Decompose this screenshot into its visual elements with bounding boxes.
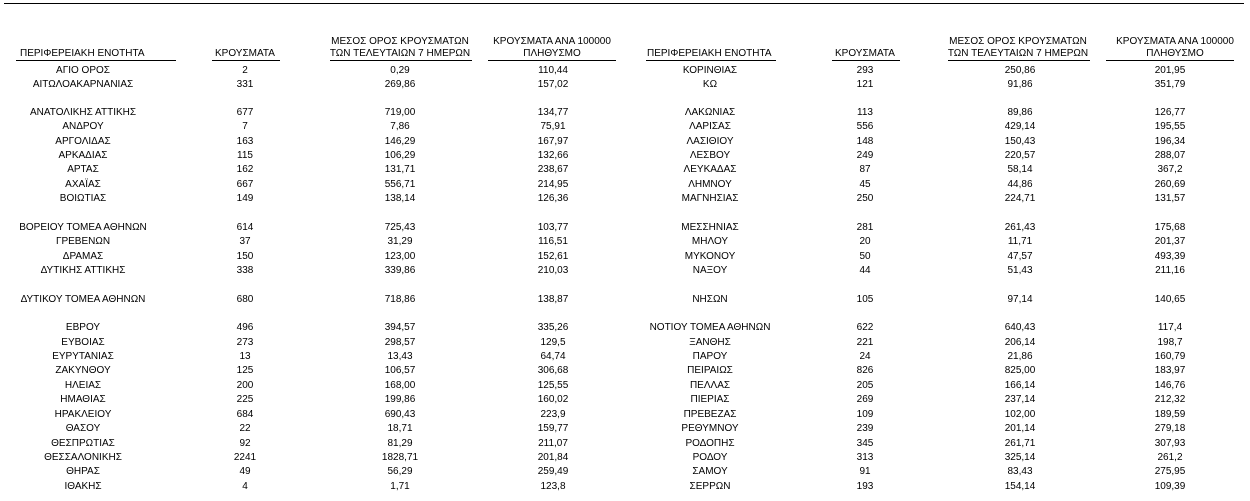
cell-per100k: 196,34 (1154, 136, 1186, 147)
cell-per100k: 132,66 (537, 150, 569, 161)
cell-per100k: 167,97 (537, 136, 569, 147)
cell-region: ΡΕΘΥΜΝΟΥ (681, 423, 739, 434)
cell-cases: 87 (859, 164, 871, 175)
cell-cases: 50 (859, 251, 871, 262)
cell-region: ΛΕΣΒΟΥ (689, 150, 731, 161)
cell-cases: 269 (856, 394, 874, 405)
cell-per100k: 146,76 (1154, 380, 1186, 391)
cell-cases: 249 (856, 150, 874, 161)
cell-region: ΡΟΔΟΠΗΣ (685, 438, 735, 449)
cell-per100k: 198,7 (1157, 337, 1183, 348)
cell-avg7: 47,57 (1007, 251, 1033, 262)
cell-region: ΘΕΣΣΑΛΟΝΙΚΗΣ (44, 452, 122, 463)
cell-avg7: 102,00 (1004, 409, 1036, 420)
cell-cases: 273 (236, 337, 254, 348)
cell-per100k: 351,79 (1154, 79, 1186, 90)
cell-per100k: 134,77 (537, 107, 569, 118)
cell-per100k: 157,02 (537, 79, 569, 90)
cell-region: ΛΑΡΙΣΑΣ (689, 121, 731, 132)
header-per100k-left: ΚΡΟΥΣΜΑΤΑ ΑΝΑ 100000 ΠΛΗΘΥΣΜΟ (493, 36, 611, 59)
cell-cases: 193 (856, 481, 874, 492)
cell-per100k: 160,02 (537, 394, 569, 405)
cell-avg7: 339,86 (384, 265, 416, 276)
cell-region: ΗΜΑΘΙΑΣ (60, 394, 106, 405)
cell-region: ΕΥΡΥΤΑΝΙΑΣ (52, 351, 114, 362)
cell-region: ΑΙΤΩΛΟΑΚΑΡΝΑΝΙΑΣ (32, 79, 134, 90)
cell-region: ΑΡΓΟΛΙΔΑΣ (55, 136, 111, 147)
cell-avg7: 166,14 (1004, 380, 1036, 391)
header-cases-left: ΚΡΟΥΣΜΑΤΑ (215, 48, 275, 59)
cell-cases: 45 (859, 179, 871, 190)
cell-avg7: 825,00 (1004, 365, 1036, 376)
cell-region: ΛΕΥΚΑΔΑΣ (683, 164, 737, 175)
cell-region: ΝΟΤΙΟΥ ΤΟΜΕΑ ΑΘΗΝΩΝ (649, 322, 771, 333)
cell-region: ΠΡΕΒΕΖΑΣ (683, 409, 737, 420)
cell-cases: 105 (856, 294, 874, 305)
header-underline (330, 60, 472, 61)
cell-region: ΓΡΕΒΕΝΩΝ (55, 236, 111, 247)
cell-region: ΡΟΔΟΥ (692, 452, 728, 463)
cell-per100k: 212,32 (1154, 394, 1186, 405)
cell-cases: 205 (856, 380, 874, 391)
cell-per100k: 103,77 (537, 222, 569, 233)
header-region-left: ΠΕΡΙΦΕΡΕΙΑΚΗ ΕΝΟΤΗΤΑ (20, 48, 145, 59)
cell-cases: 250 (856, 193, 874, 204)
cell-region: ΜΑΓΝΗΣΙΑΣ (681, 193, 739, 204)
cell-per100k: 131,57 (1154, 193, 1186, 204)
cell-avg7: 201,14 (1004, 423, 1036, 434)
cell-cases: 125 (236, 365, 254, 376)
cell-per100k: 201,95 (1154, 65, 1186, 76)
cell-avg7: 81,29 (387, 438, 413, 449)
cell-per100k: 367,2 (1157, 164, 1183, 175)
cell-cases: 148 (856, 136, 874, 147)
header-underline (832, 60, 900, 61)
cell-avg7: 429,14 (1004, 121, 1036, 132)
cell-region: ΛΑΣΙΘΙΟΥ (686, 136, 734, 147)
cell-avg7: 261,43 (1004, 222, 1036, 233)
cell-cases: 556 (856, 121, 874, 132)
cell-region: ΑΧΑΪΑΣ (65, 179, 101, 190)
cell-region: ΕΥΒΟΙΑΣ (61, 337, 105, 348)
cell-region: ΔΥΤΙΚΗΣ ΑΤΤΙΚΗΣ (40, 265, 126, 276)
cell-cases: 163 (236, 136, 254, 147)
cell-avg7: 18,71 (387, 423, 413, 434)
cell-region: ΘΗΡΑΣ (66, 466, 100, 477)
cell-region: ΜΗΛΟΥ (691, 236, 729, 247)
cell-per100k: 64,74 (540, 351, 566, 362)
header-underline (212, 60, 280, 61)
cell-avg7: 58,14 (1007, 164, 1033, 175)
cell-cases: 221 (856, 337, 874, 348)
cell-region: ΕΒΡΟΥ (65, 322, 101, 333)
cell-per100k: 210,03 (537, 265, 569, 276)
cell-region: ΚΟΡΙΝΘΙΑΣ (682, 65, 738, 76)
cell-avg7: 91,86 (1007, 79, 1033, 90)
cell-cases: 496 (236, 322, 254, 333)
header-underline (646, 60, 776, 61)
cell-cases: 24 (859, 351, 871, 362)
cell-cases: 331 (236, 79, 254, 90)
cell-cases: 4 (242, 481, 248, 492)
cell-region: ΑΡΤΑΣ (67, 164, 99, 175)
cell-cases: 115 (237, 150, 253, 161)
cell-per100k: 140,65 (1154, 294, 1186, 305)
cell-avg7: 206,14 (1004, 337, 1036, 348)
cell-cases: 684 (236, 409, 254, 420)
header-underline (488, 60, 616, 61)
header-underline (1106, 60, 1234, 61)
cell-region: ΑΝΑΤΟΛΙΚΗΣ ΑΤΤΙΚΗΣ (29, 107, 137, 118)
cell-avg7: 640,43 (1004, 322, 1036, 333)
cell-cases: 121 (856, 79, 874, 90)
cell-cases: 281 (856, 222, 874, 233)
cell-avg7: 1,71 (390, 481, 410, 492)
cell-cases: 91 (859, 466, 871, 477)
cell-per100k: 306,68 (537, 365, 569, 376)
cell-per100k: 116,51 (538, 236, 568, 247)
cell-per100k: 335,26 (537, 322, 569, 333)
cell-per100k: 201,37 (1154, 236, 1186, 247)
cell-avg7: 154,14 (1004, 481, 1036, 492)
cell-per100k: 238,67 (537, 164, 569, 175)
cell-region: ΖΑΚΥΝΘΟΥ (55, 365, 111, 376)
cell-region: ΚΩ (702, 79, 718, 90)
top-border (4, 3, 1244, 4)
header-underline (948, 60, 1090, 61)
cell-avg7: 325,14 (1004, 452, 1036, 463)
cell-per100k: 307,93 (1154, 438, 1186, 449)
cell-avg7: 89,86 (1007, 107, 1033, 118)
cell-per100k: 288,07 (1154, 150, 1186, 161)
cell-per100k: 259,49 (537, 466, 569, 477)
cell-cases: 20 (859, 236, 871, 247)
cell-cases: 2241 (233, 452, 257, 463)
cell-avg7: 146,29 (384, 136, 416, 147)
cell-avg7: 224,71 (1004, 193, 1036, 204)
cell-avg7: 690,43 (384, 409, 416, 420)
header-avg7-left: ΜΕΣΟΣ ΟΡΟΣ ΚΡΟΥΣΜΑΤΩΝ ΤΩΝ ΤΕΛΕΥΤΑΙΩΝ 7 ΗΜΕΡΩΝ (329, 36, 471, 59)
cell-region: ΒΟΙΩΤΙΑΣ (59, 193, 107, 204)
cell-cases: 345 (856, 438, 874, 449)
cell-region: ΛΗΜΝΟΥ (688, 179, 732, 190)
cell-per100k: 260,69 (1154, 179, 1186, 190)
cell-avg7: 97,14 (1007, 294, 1033, 305)
cell-avg7: 56,29 (387, 466, 413, 477)
cell-avg7: 51,43 (1007, 265, 1033, 276)
cell-cases: 622 (856, 322, 874, 333)
cell-region: ΣΑΜΟΥ (692, 466, 728, 477)
cell-region: ΜΕΣΣΗΝΙΑΣ (681, 222, 739, 233)
cell-region: ΔΡΑΜΑΣ (62, 251, 104, 262)
cell-per100k: 159,77 (537, 423, 569, 434)
cell-avg7: 7,86 (390, 121, 410, 132)
cell-region: ΑΡΚΑΔΙΑΣ (58, 150, 108, 161)
cell-cases: 614 (236, 222, 254, 233)
cell-cases: 293 (856, 65, 874, 76)
cell-avg7: 394,57 (384, 322, 416, 333)
cell-per100k: 211,07 (538, 438, 568, 449)
cell-region: ΝΗΣΩΝ (692, 294, 728, 305)
cell-per100k: 189,59 (1154, 409, 1186, 420)
header-underline (16, 60, 176, 61)
cell-region: ΑΓΙΟ ΟΡΟΣ (56, 65, 110, 76)
cell-cases: 225 (236, 394, 254, 405)
cell-avg7: 0,29 (390, 65, 410, 76)
cell-per100k: 138,87 (537, 294, 569, 305)
cell-region: ΠΙΕΡΙΑΣ (690, 394, 730, 405)
header-per100k-right: ΚΡΟΥΣΜΑΤΑ ΑΝΑ 100000 ΠΛΗΘΥΣΜΟ (1116, 36, 1234, 59)
cell-avg7: 719,00 (384, 107, 416, 118)
cell-per100k: 493,39 (1154, 251, 1186, 262)
cell-per100k: 117,4 (1157, 322, 1183, 333)
header-region-right: ΠΕΡΙΦΕΡΕΙΑΚΗ ΕΝΟΤΗΤΑ (647, 48, 772, 59)
cell-cases: 7 (242, 121, 248, 132)
cell-region: ΗΡΑΚΛΕΙΟΥ (54, 409, 112, 420)
cell-per100k: 123,8 (540, 481, 566, 492)
cell-per100k: 211,16 (1155, 265, 1185, 276)
cell-per100k: 160,79 (1154, 351, 1186, 362)
cell-cases: 149 (236, 193, 254, 204)
cell-region: ΔΥΤΙΚΟΥ ΤΟΜΕΑ ΑΘΗΝΩΝ (20, 294, 146, 305)
cell-avg7: 718,86 (384, 294, 416, 305)
cell-avg7: 21,86 (1007, 351, 1033, 362)
cell-per100k: 214,95 (537, 179, 569, 190)
cell-cases: 22 (239, 423, 251, 434)
cell-per100k: 125,55 (537, 380, 569, 391)
cell-region: ΗΛΕΙΑΣ (64, 380, 102, 391)
cell-cases: 313 (856, 452, 874, 463)
cell-avg7: 13,43 (387, 351, 413, 362)
cell-per100k: 275,95 (1154, 466, 1186, 477)
cell-avg7: 261,71 (1004, 438, 1036, 449)
cell-avg7: 556,71 (384, 179, 416, 190)
cell-region: ΑΝΔΡΟΥ (62, 121, 104, 132)
cell-cases: 49 (239, 466, 251, 477)
cell-per100k: 109,39 (1154, 481, 1186, 492)
cell-per100k: 279,18 (1154, 423, 1186, 434)
cell-per100k: 183,97 (1154, 365, 1186, 376)
cell-avg7: 220,57 (1004, 150, 1036, 161)
cell-per100k: 152,61 (537, 251, 569, 262)
cell-per100k: 110,44 (538, 65, 568, 76)
cell-cases: 13 (239, 351, 251, 362)
cell-avg7: 138,14 (384, 193, 416, 204)
cell-region: ΣΕΡΡΩΝ (689, 481, 731, 492)
cell-avg7: 31,29 (387, 236, 413, 247)
cell-avg7: 199,86 (384, 394, 416, 405)
header-cases-right: ΚΡΟΥΣΜΑΤΑ (835, 48, 895, 59)
cell-avg7: 250,86 (1004, 65, 1036, 76)
cell-avg7: 150,43 (1004, 136, 1036, 147)
cell-region: ΠΕΙΡΑΙΩΣ (687, 365, 733, 376)
cell-cases: 826 (856, 365, 874, 376)
cell-region: ΘΕΣΠΡΩΤΙΑΣ (51, 438, 115, 449)
cell-cases: 37 (239, 236, 251, 247)
cell-cases: 150 (236, 251, 254, 262)
cell-region: ΠΑΡΟΥ (692, 351, 728, 362)
cell-per100k: 75,91 (540, 121, 566, 132)
cell-avg7: 1828,71 (381, 452, 419, 463)
cell-cases: 677 (236, 107, 254, 118)
cell-per100k: 195,55 (1154, 121, 1186, 132)
cell-cases: 2 (242, 65, 248, 76)
cell-avg7: 106,57 (384, 365, 416, 376)
cell-region: ΘΑΣΟΥ (65, 423, 101, 434)
cell-region: ΞΑΝΘΗΣ (689, 337, 731, 348)
cell-region: ΝΑΞΟΥ (692, 265, 728, 276)
cell-per100k: 261,2 (1157, 452, 1183, 463)
cell-cases: 92 (239, 438, 251, 449)
cell-cases: 680 (236, 294, 254, 305)
cell-avg7: 44,86 (1007, 179, 1033, 190)
cell-cases: 239 (856, 423, 874, 434)
cell-region: ΒΟΡΕΙΟΥ ΤΟΜΕΑ ΑΘΗΝΩΝ (19, 222, 147, 233)
cell-cases: 109 (856, 409, 874, 420)
cell-avg7: 106,29 (384, 150, 416, 161)
cell-per100k: 126,36 (537, 193, 569, 204)
cell-region: ΜΥΚΟΝΟΥ (684, 251, 736, 262)
cell-avg7: 168,00 (384, 380, 416, 391)
cell-avg7: 131,71 (384, 164, 416, 175)
cell-avg7: 237,14 (1004, 394, 1036, 405)
cell-per100k: 223,9 (540, 409, 566, 420)
cell-cases: 338 (236, 265, 254, 276)
cell-avg7: 725,43 (384, 222, 416, 233)
cell-per100k: 175,68 (1154, 222, 1186, 233)
cell-avg7: 11,71 (1007, 236, 1033, 247)
cell-region: ΠΕΛΛΑΣ (689, 380, 731, 391)
cell-cases: 113 (857, 107, 873, 118)
cell-region: ΙΘΑΚΗΣ (64, 481, 102, 492)
cell-cases: 44 (859, 265, 871, 276)
cell-avg7: 298,57 (384, 337, 416, 348)
cell-avg7: 269,86 (384, 79, 416, 90)
cell-cases: 162 (236, 164, 254, 175)
cell-per100k: 126,77 (1154, 107, 1186, 118)
cell-per100k: 201,84 (537, 452, 569, 463)
cell-region: ΛΑΚΩΝΙΑΣ (684, 107, 736, 118)
header-avg7-right: ΜΕΣΟΣ ΟΡΟΣ ΚΡΟΥΣΜΑΤΩΝ ΤΩΝ ΤΕΛΕΥΤΑΙΩΝ 7 ΗΜΕΡΩΝ (947, 36, 1089, 59)
cell-cases: 667 (236, 179, 254, 190)
cell-avg7: 123,00 (384, 251, 416, 262)
cell-cases: 200 (236, 380, 254, 391)
cell-avg7: 83,43 (1007, 466, 1033, 477)
cell-per100k: 129,5 (540, 337, 566, 348)
